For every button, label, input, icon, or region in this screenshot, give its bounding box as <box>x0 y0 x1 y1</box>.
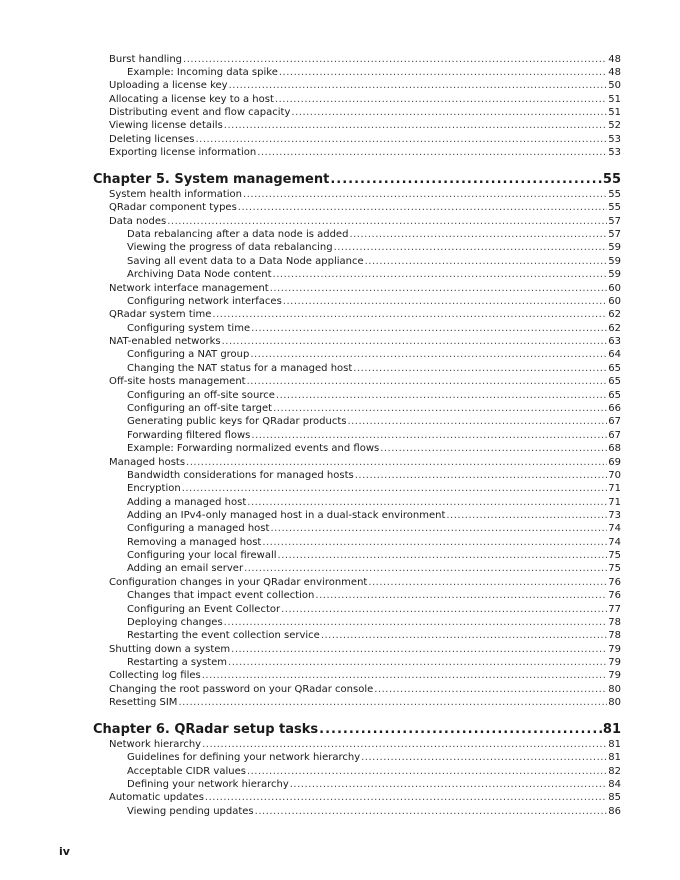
toc-entry[interactable] <box>127 228 621 241</box>
toc-entry[interactable] <box>109 643 621 656</box>
toc-entry-title: Network interface management <box>109 283 269 294</box>
leader-dots <box>321 629 607 642</box>
toc-entry[interactable] <box>127 241 621 254</box>
toc-entry-page: 70 <box>608 470 621 481</box>
toc-entry-title: Deploying changes <box>127 617 223 628</box>
toc-entry-title: Example: Incoming data spike <box>127 67 278 78</box>
toc-entry-title: Removing a managed host <box>127 537 262 548</box>
leader-dots <box>368 576 607 589</box>
toc-entry[interactable] <box>109 308 621 321</box>
leader-dots <box>353 362 607 375</box>
toc-entry[interactable] <box>127 295 621 308</box>
leader-dots <box>319 722 602 738</box>
toc-entry-title: Automatic updates <box>109 792 204 803</box>
toc-entry-title: Changes that impact event collection <box>127 590 315 601</box>
toc-entry-page: 59 <box>608 256 621 267</box>
leader-dots <box>270 282 608 295</box>
leader-dots <box>361 751 607 764</box>
page-number: iv <box>59 845 70 858</box>
toc-entry-title: Viewing license details <box>109 120 223 131</box>
leader-dots <box>257 146 607 159</box>
toc-entry-title: Configuring a managed host <box>127 523 270 534</box>
leader-dots <box>262 536 607 549</box>
toc-entry[interactable] <box>109 133 621 146</box>
toc-entry-title: Data nodes <box>109 216 167 227</box>
toc-entry[interactable] <box>109 53 621 66</box>
toc-entry-title: QRadar system time <box>109 309 212 320</box>
toc-entry-page: 71 <box>608 497 621 508</box>
toc-entry-title: Changing the NAT status for a managed host <box>127 363 353 374</box>
toc-entry[interactable] <box>127 66 621 79</box>
leader-dots <box>178 696 607 709</box>
toc-entry-page: 62 <box>608 309 621 320</box>
toc-entry[interactable] <box>127 778 621 791</box>
toc-entry-page: 74 <box>608 523 621 534</box>
toc-entry[interactable] <box>109 683 621 696</box>
leader-dots <box>315 589 607 602</box>
toc-entry[interactable] <box>127 348 621 361</box>
toc-entry-title: Bandwidth considerations for managed hosts <box>127 470 354 481</box>
leader-dots <box>347 415 607 428</box>
leader-dots <box>349 228 607 241</box>
leader-dots <box>330 172 602 188</box>
leader-dots <box>212 308 607 321</box>
leader-dots <box>251 429 607 442</box>
toc-entry-page: 60 <box>608 296 621 307</box>
toc-entry-page: 82 <box>608 766 621 777</box>
toc-entry-page: 73 <box>608 510 621 521</box>
leader-dots <box>182 482 608 495</box>
leader-dots <box>281 603 607 616</box>
leader-dots <box>205 791 607 804</box>
toc-entry-title: System health information <box>109 189 243 200</box>
toc-entry-title: Configuring a NAT group <box>127 349 250 360</box>
toc-entry-title: Deleting licenses <box>109 134 195 145</box>
toc-entry-page: 57 <box>608 229 621 240</box>
toc-entry-title: Data rebalancing after a data node is added <box>127 229 349 240</box>
toc-entry-page: 55 <box>608 202 621 213</box>
toc-entry-page: 74 <box>608 537 621 548</box>
toc-entry-title: Forwarding filtered flows <box>127 430 251 441</box>
leader-dots <box>334 241 608 254</box>
toc-chapter-heading[interactable] <box>93 172 621 188</box>
toc-entry[interactable] <box>127 442 621 455</box>
toc-entry[interactable] <box>109 576 621 589</box>
toc-entry[interactable] <box>127 549 621 562</box>
toc-entry[interactable] <box>127 482 621 495</box>
leader-dots <box>291 106 607 119</box>
leader-dots <box>183 53 607 66</box>
toc-entry-title: Acceptable CIDR values <box>127 766 246 777</box>
toc-entry-page: 64 <box>608 349 621 360</box>
toc-entry[interactable] <box>127 402 621 415</box>
toc-entry-page: 81 <box>608 739 621 750</box>
toc-entry[interactable] <box>109 215 621 228</box>
toc-entry-title: Adding an email server <box>127 563 244 574</box>
toc-entry-page: 55 <box>608 189 621 200</box>
toc-entry-title: Configuration changes in your QRadar environment <box>109 577 368 588</box>
leader-dots <box>228 656 607 669</box>
toc-entry-page: 80 <box>608 684 621 695</box>
toc-entry[interactable] <box>127 603 621 616</box>
leader-dots <box>247 765 607 778</box>
leader-dots <box>283 295 607 308</box>
toc-entry-page: 50 <box>608 80 621 91</box>
toc-entry-title: Configuring system time <box>127 323 251 334</box>
toc-entry-page: 66 <box>608 403 621 414</box>
toc-entry[interactable] <box>109 791 621 804</box>
toc-entry[interactable] <box>127 415 621 428</box>
toc-entry-page: 79 <box>608 657 621 668</box>
toc-entry-page: 63 <box>608 336 621 347</box>
toc-entry[interactable] <box>127 629 621 642</box>
toc-entry-title: Generating public keys for QRadar products <box>127 416 347 427</box>
toc-entry-page: 76 <box>608 590 621 601</box>
leader-dots <box>446 509 607 522</box>
toc-entry-title: Configuring your local firewall <box>127 550 277 561</box>
leader-dots <box>290 778 608 791</box>
toc-chapter-heading[interactable] <box>93 722 621 738</box>
leader-dots <box>380 442 607 455</box>
toc-entry[interactable] <box>127 362 621 375</box>
toc-entry-page: 75 <box>608 550 621 561</box>
leader-dots <box>251 322 607 335</box>
toc-entry-title: Allocating a license key to a host <box>109 94 274 105</box>
toc-entry[interactable] <box>109 335 621 348</box>
toc-entry[interactable] <box>127 509 621 522</box>
toc-entry-title: Resetting SIM <box>109 697 178 708</box>
toc-entry-title: Configuring an off-site source <box>127 390 275 401</box>
toc-entry-title: NAT-enabled networks <box>109 336 221 347</box>
leader-dots <box>224 616 608 629</box>
toc-entry[interactable] <box>109 738 621 751</box>
toc-entry-page: 67 <box>608 430 621 441</box>
toc-entry-title: Collecting log files <box>109 670 201 681</box>
toc-entry-title: Saving all event data to a Data Node appliance <box>127 256 364 267</box>
leader-dots <box>238 201 607 214</box>
toc-entry-title: QRadar component types <box>109 202 237 213</box>
toc-entry-title: Off-site hosts management <box>109 376 246 387</box>
toc-entry-page: 48 <box>608 54 621 65</box>
leader-dots <box>374 683 607 696</box>
toc-entry[interactable] <box>127 322 621 335</box>
toc-entry-page: 78 <box>608 630 621 641</box>
leader-dots <box>244 562 607 575</box>
leader-dots <box>229 79 608 92</box>
leader-dots <box>247 496 607 509</box>
toc-entry-title: Restarting a system <box>127 657 228 668</box>
toc-entry-page: 85 <box>608 792 621 803</box>
toc-entry[interactable] <box>127 751 621 764</box>
toc-entry[interactable] <box>109 375 621 388</box>
toc-entry[interactable] <box>127 562 621 575</box>
toc-entry-title: Exporting license information <box>109 147 257 158</box>
toc-entry-page: 80 <box>608 697 621 708</box>
leader-dots <box>202 738 607 751</box>
toc-entry[interactable] <box>127 589 621 602</box>
toc-chapter-page: 55 <box>602 172 621 187</box>
toc-entry-page: 77 <box>608 604 621 615</box>
toc-entry[interactable] <box>109 669 621 682</box>
toc-entry-title: Burst handling <box>109 54 183 65</box>
toc-entry-page: 79 <box>608 644 621 655</box>
leader-dots <box>202 669 608 682</box>
toc-chapter-title: Chapter 5. System management <box>93 172 330 187</box>
toc-entry-page: 62 <box>608 323 621 334</box>
leader-dots <box>250 348 607 361</box>
toc-entry-page: 69 <box>608 457 621 468</box>
toc-entry-page: 53 <box>608 134 621 145</box>
toc-entry-page: 84 <box>608 779 621 790</box>
toc-entry-page: 79 <box>608 670 621 681</box>
toc-entry-title: Viewing the progress of data rebalancing <box>127 242 333 253</box>
toc-entry-page: 59 <box>608 242 621 253</box>
toc-entry-page: 53 <box>608 147 621 158</box>
leader-dots <box>167 215 607 228</box>
toc-entry-page: 65 <box>608 390 621 401</box>
leader-dots <box>247 375 608 388</box>
toc-entry-page: 57 <box>608 216 621 227</box>
toc-entry-page: 65 <box>608 376 621 387</box>
leader-dots <box>243 188 607 201</box>
leader-dots <box>278 549 608 562</box>
toc-entry[interactable] <box>127 255 621 268</box>
leader-dots <box>186 456 607 469</box>
toc-entry[interactable] <box>109 119 621 132</box>
leader-dots <box>273 402 607 415</box>
leader-dots <box>195 133 607 146</box>
toc-chapter-title: Chapter 6. QRadar setup tasks <box>93 722 319 737</box>
toc-entry-title: Defining your network hierarchy <box>127 779 289 790</box>
toc-entry-page: 48 <box>608 67 621 78</box>
toc-entry-title: Configuring an off-site target <box>127 403 273 414</box>
leader-dots <box>276 389 607 402</box>
toc-entry[interactable] <box>127 805 621 818</box>
toc-entry[interactable] <box>127 522 621 535</box>
leader-dots <box>365 255 608 268</box>
toc-entry[interactable] <box>109 201 621 214</box>
toc-entry-title: Encryption <box>127 483 181 494</box>
toc-entry-page: 67 <box>608 416 621 427</box>
toc-entry[interactable] <box>109 146 621 159</box>
toc-entry-title: Managed hosts <box>109 457 186 468</box>
toc-entry-page: 52 <box>608 120 621 131</box>
toc-entry-page: 51 <box>608 94 621 105</box>
toc-entry-page: 75 <box>608 563 621 574</box>
toc-entry[interactable] <box>127 496 621 509</box>
toc-entry-page: 86 <box>608 806 621 817</box>
toc-entry-title: Changing the root password on your QRadar console <box>109 684 374 695</box>
toc-entry[interactable] <box>127 656 621 669</box>
leader-dots <box>224 119 607 132</box>
toc-entry[interactable] <box>109 282 621 295</box>
toc-entry-title: Archiving Data Node content <box>127 269 272 280</box>
toc-entry[interactable] <box>127 469 621 482</box>
toc-entry-page: 59 <box>608 269 621 280</box>
toc-entry[interactable] <box>109 106 621 119</box>
toc-entry-page: 60 <box>608 283 621 294</box>
toc-entry-page: 76 <box>608 577 621 588</box>
toc-entry-title: Distributing event and flow capacity <box>109 107 291 118</box>
toc-entry-title: Adding a managed host <box>127 497 247 508</box>
leader-dots <box>231 643 607 656</box>
toc-entry-page: 65 <box>608 363 621 374</box>
toc-entry[interactable] <box>127 536 621 549</box>
toc-entry-title: Adding an IPv4-only managed host in a dual-stack environment <box>127 510 446 521</box>
toc-entry-title: Network hierarchy <box>109 739 202 750</box>
toc-chapter-page: 81 <box>602 722 621 737</box>
leader-dots <box>222 335 608 348</box>
leader-dots <box>270 522 607 535</box>
toc-entry-title: Uploading a license key <box>109 80 228 91</box>
toc-entry[interactable] <box>127 616 621 629</box>
toc-entry-title: Guidelines for defining your network hierarchy <box>127 752 361 763</box>
toc-entry-title: Shutting down a system <box>109 644 231 655</box>
toc-entry-page: 71 <box>608 483 621 494</box>
toc-entry-page: 51 <box>608 107 621 118</box>
toc-entry-title: Example: Forwarding normalized events and flows <box>127 443 380 454</box>
toc-entry[interactable] <box>127 765 621 778</box>
toc-entry-page: 68 <box>608 443 621 454</box>
toc-entry[interactable] <box>127 429 621 442</box>
leader-dots <box>255 805 608 818</box>
leader-dots <box>355 469 608 482</box>
toc-entry-page: 81 <box>608 752 621 763</box>
leader-dots <box>273 268 608 281</box>
toc-entry-title: Configuring an Event Collector <box>127 604 281 615</box>
toc-entry-title: Configuring network interfaces <box>127 296 282 307</box>
toc-entry[interactable] <box>127 389 621 402</box>
toc-entry-title: Restarting the event collection service <box>127 630 320 641</box>
leader-dots <box>279 66 607 79</box>
toc-entry[interactable] <box>109 696 621 709</box>
toc-entry[interactable] <box>109 456 621 469</box>
toc-entry-page: 78 <box>608 617 621 628</box>
toc-entry[interactable] <box>109 79 621 92</box>
toc-entry[interactable] <box>109 188 621 201</box>
toc-entry[interactable] <box>127 268 621 281</box>
toc-entry-title: Viewing pending updates <box>127 806 254 817</box>
toc-entry[interactable] <box>109 93 621 106</box>
leader-dots <box>275 93 607 106</box>
